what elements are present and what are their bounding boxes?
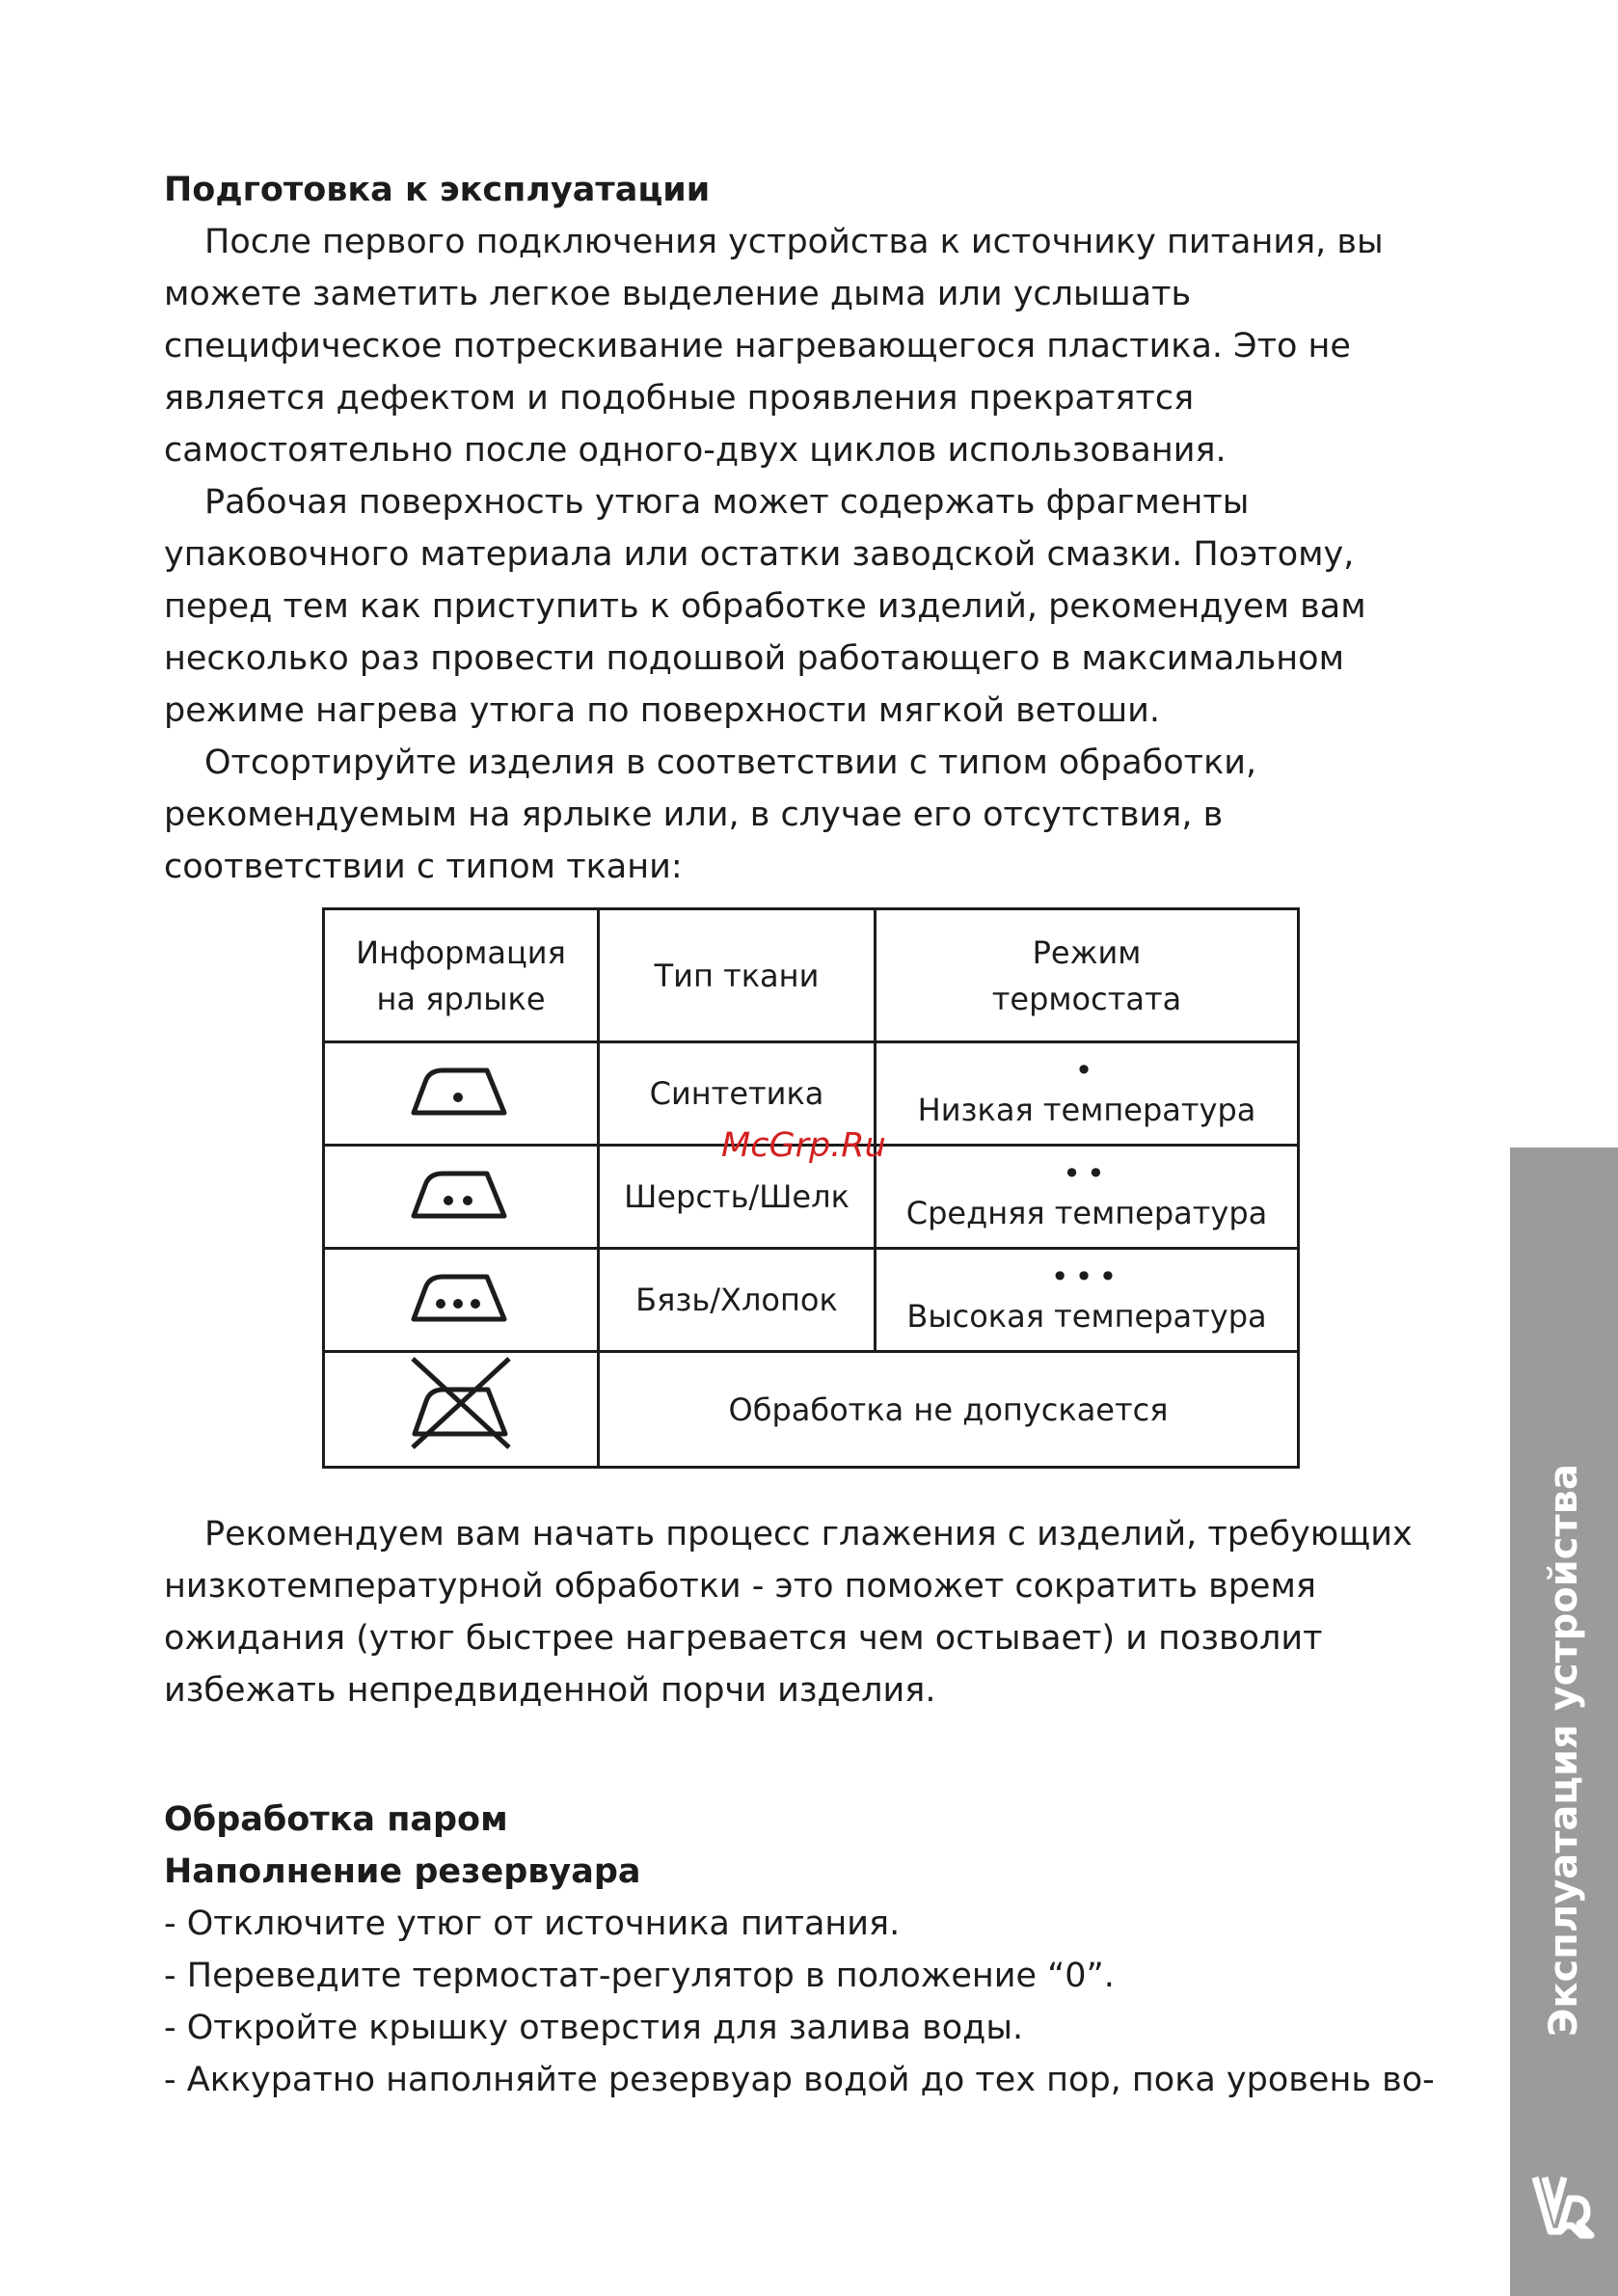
table-header-row bbox=[324, 909, 1299, 1042]
mode-label: Низкая температура bbox=[917, 1092, 1256, 1128]
dots-indicator: ••• bbox=[1050, 1258, 1123, 1295]
dots-indicator: • bbox=[1074, 1052, 1099, 1089]
iron-crossed-icon bbox=[405, 1353, 517, 1453]
step-item: - Переведите термостат-регулятор в положение “0”. bbox=[164, 1957, 1115, 1995]
table-header: Режим термостата bbox=[876, 909, 1299, 1042]
table-row bbox=[324, 1352, 1299, 1468]
fabric-cell: Шерсть/Шелк bbox=[599, 1146, 876, 1249]
paragraph: После первого подключения устройства к источнику питания, вы можете заметить легкое выделение дыма или услышать специфическое потрескивание нагревающегося пластика. Это не является дефектом и подобные проявления прекратятся самостоятельно после одного-двух циклов использования. bbox=[164, 223, 1384, 470]
iron-2-dots-icon bbox=[408, 1158, 514, 1224]
fabric-cell: Бязь/Хлопок bbox=[599, 1249, 876, 1352]
paragraph: Отсортируйте изделия в соответствии с типом обработки, рекомендуемым на ярлыке или, в случае его отсутствия, в соответствии с типом ткани: bbox=[164, 743, 1257, 886]
sidebar-title: Эксплуатация устройства bbox=[1542, 1464, 1586, 2037]
paragraph: Рекомендуем вам начать процесс глажения с изделий, требующих низкотемпературной обработки - это поможет сократить время ожидания (утюг быстрее нагревается чем остывает) и позволит избежать непредвиденной порчи изделия. bbox=[164, 1515, 1413, 1710]
step-item: - Откройте крышку отверстия для залива воды. bbox=[164, 2009, 1024, 2047]
iron-3-dots-icon bbox=[408, 1261, 514, 1327]
table-header: Информация на ярлыке bbox=[324, 909, 599, 1042]
dots-indicator: •• bbox=[1063, 1155, 1111, 1192]
vr-logo-icon bbox=[1531, 2170, 1597, 2239]
section-title: Обработка паром bbox=[164, 1800, 508, 1839]
paragraph: Рабочая поверхность утюга может содержать фрагменты упаковочного материала или остатки заводской смазки. Поэтому, перед тем как приступить к обработке изделий, рекомендуем вам несколько раз провести подошвой работающего в максимальном режиме нагрева утюга по поверхности мягкой ветоши. bbox=[164, 483, 1366, 730]
mode-label: Средняя температура bbox=[905, 1195, 1268, 1231]
step-item: - Аккуратно наполняйте резервуар водой до тех пор, пока уровень во- bbox=[164, 2061, 1435, 2099]
step-item: - Отключите утюг от источника питания. bbox=[164, 1904, 901, 1943]
mode-label: Высокая температура bbox=[906, 1298, 1267, 1335]
sidebar-tab bbox=[1510, 1148, 1618, 2296]
table-row bbox=[324, 1249, 1299, 1352]
section-subtitle: Наполнение резервуара bbox=[164, 1852, 641, 1891]
fabric-cell: Синтетика bbox=[599, 1042, 876, 1146]
thermostat-cell bbox=[876, 1146, 1299, 1249]
iron-1-dot-icon bbox=[408, 1055, 514, 1121]
thermostat-cell bbox=[876, 1249, 1299, 1352]
watermark: McGrp.Ru bbox=[721, 1126, 886, 1165]
forbidden-cell: Обработка не допускается bbox=[599, 1352, 1299, 1468]
ironing-table bbox=[322, 907, 1300, 1469]
thermostat-cell bbox=[876, 1042, 1299, 1146]
table-header: Тип ткани bbox=[599, 909, 876, 1042]
section-title: Подготовка к эксплуатации bbox=[164, 171, 711, 209]
